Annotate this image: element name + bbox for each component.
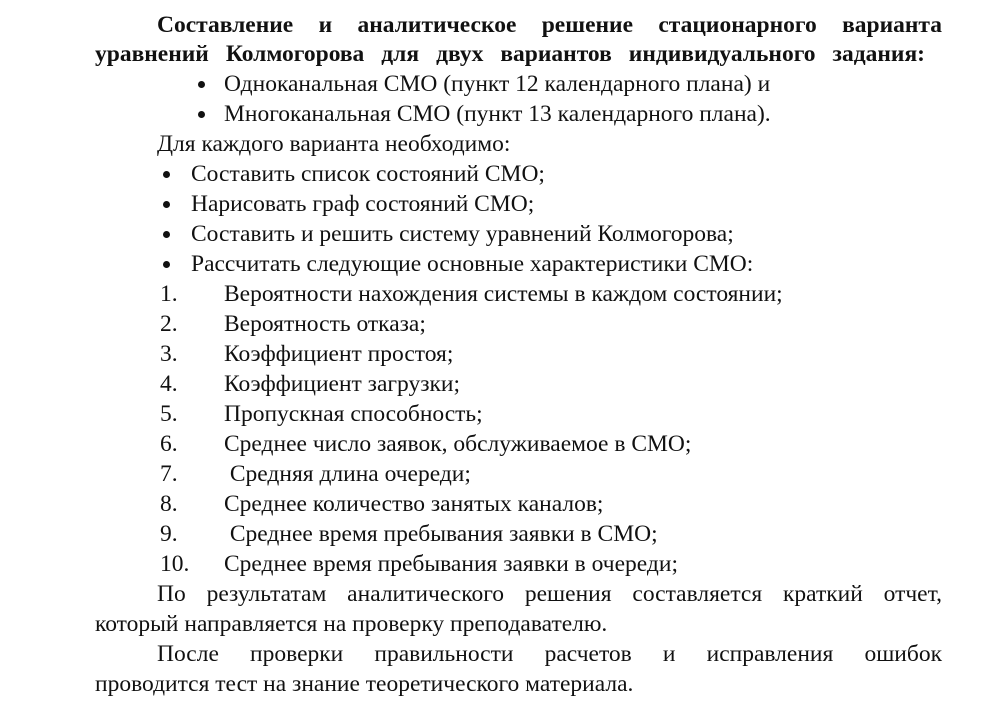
bullet-icon xyxy=(163,201,170,208)
variant-item-2: Многоканальная СМО (пункт 13 календарного плана). xyxy=(224,101,771,127)
characteristic-text: Среднее число заявок, обслуживаемое в СМО; xyxy=(224,431,692,457)
bullet-icon xyxy=(163,231,170,238)
task-item-4: Рассчитать следующие основные характеристики СМО: xyxy=(191,251,754,277)
characteristic-text: Среднее время пребывания заявки в СМО; xyxy=(224,521,658,547)
characteristic-number: 9. xyxy=(160,521,178,547)
heading-line-1: Составление и аналитическое решение стационарного варианта xyxy=(157,12,942,38)
required-intro: Для каждого варианта необходимо: xyxy=(157,131,511,157)
characteristic-text: Вероятность отказа; xyxy=(224,311,426,337)
characteristic-number: 3. xyxy=(160,341,178,367)
bullet-icon xyxy=(163,261,170,268)
task-item-2: Нарисовать граф состояний СМО; xyxy=(191,191,535,217)
report-paragraph-line-1: По результатам аналитического решения составляется краткий отчет, xyxy=(157,581,942,607)
characteristic-text: Коэффициент простоя; xyxy=(224,341,454,367)
report-paragraph-line-2: который направляется на проверку преподавателю. xyxy=(95,611,608,637)
characteristic-text: Пропускная способность; xyxy=(224,401,483,427)
characteristic-number: 7. xyxy=(160,461,178,487)
characteristic-number: 8. xyxy=(160,491,178,517)
bullet-icon xyxy=(163,171,170,178)
characteristic-number: 4. xyxy=(160,371,178,397)
bullet-icon xyxy=(198,111,205,118)
test-paragraph-line-1: После проверки правильности расчетов и исправления ошибок xyxy=(157,641,942,667)
characteristic-text: Средняя длина очереди; xyxy=(224,461,471,487)
characteristic-number: 10. xyxy=(160,551,190,577)
characteristic-text: Среднее количество занятых каналов; xyxy=(224,491,604,517)
variant-item-1: Одноканальная СМО (пункт 12 календарного плана) и xyxy=(224,71,771,97)
characteristic-text: Вероятности нахождения системы в каждом состоянии; xyxy=(224,281,783,307)
characteristic-number: 1. xyxy=(160,281,178,307)
test-paragraph-line-2: проводится тест на знание теоретического материала. xyxy=(95,671,634,697)
characteristic-number: 6. xyxy=(160,431,178,457)
characteristic-text: Коэффициент загрузки; xyxy=(224,371,461,397)
characteristic-number: 2. xyxy=(160,311,178,337)
task-item-3: Составить и решить систему уравнений Колмогорова; xyxy=(191,221,734,247)
characteristic-number: 5. xyxy=(160,401,178,427)
characteristic-text: Среднее время пребывания заявки в очереди; xyxy=(224,551,678,577)
task-item-1: Составить список состояний СМО; xyxy=(191,161,545,187)
bullet-icon xyxy=(198,81,205,88)
heading-line-2: уравнений Колмогорова для двух вариантов индивидуального задания: xyxy=(95,41,925,67)
